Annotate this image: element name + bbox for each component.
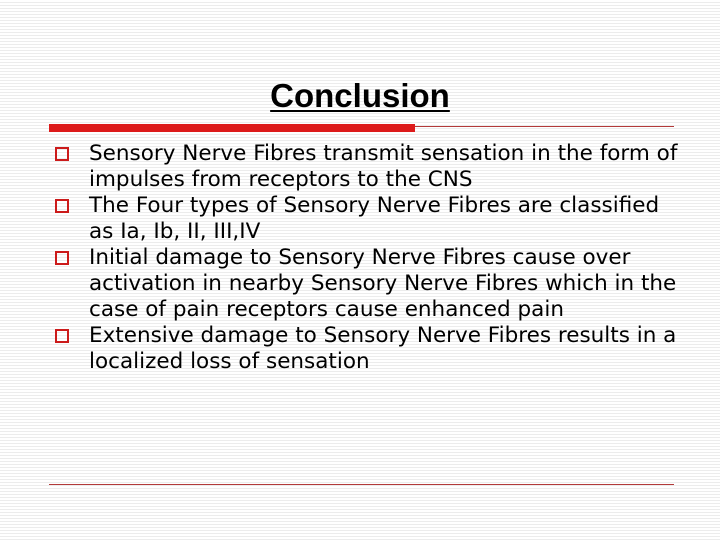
- bullet-text: Extensive damage to Sensory Nerve Fibres results in a localized loss of sensation: [89, 323, 677, 374]
- bullet-item: [54, 193, 690, 245]
- hollow-square-bullet-icon: [55, 147, 69, 161]
- title-divider-line: [415, 126, 674, 127]
- slide-title: Conclusion: [270, 77, 450, 114]
- bullet-item: [54, 141, 690, 193]
- bullet-item: [54, 245, 690, 323]
- bullet-item: [54, 323, 690, 375]
- bullet-list: [54, 141, 690, 375]
- title-accent-bar: [49, 124, 415, 132]
- hollow-square-bullet-icon: [55, 329, 69, 343]
- hollow-square-bullet-icon: [55, 251, 69, 265]
- footer-divider-line: [49, 484, 674, 485]
- bullet-text: Sensory Nerve Fibres transmit sensation in the form of impulses from receptors to the CNS: [89, 141, 678, 192]
- bullet-text: Initial damage to Sensory Nerve Fibres cause over activation in nearby Sensory Nerve Fibres which in the case of pain receptors cause enhanced pain: [89, 245, 677, 322]
- bullet-text: The Four types of Sensory Nerve Fibres are classified as Ia, Ib, II, III,IV: [89, 193, 660, 244]
- hollow-square-bullet-icon: [55, 199, 69, 213]
